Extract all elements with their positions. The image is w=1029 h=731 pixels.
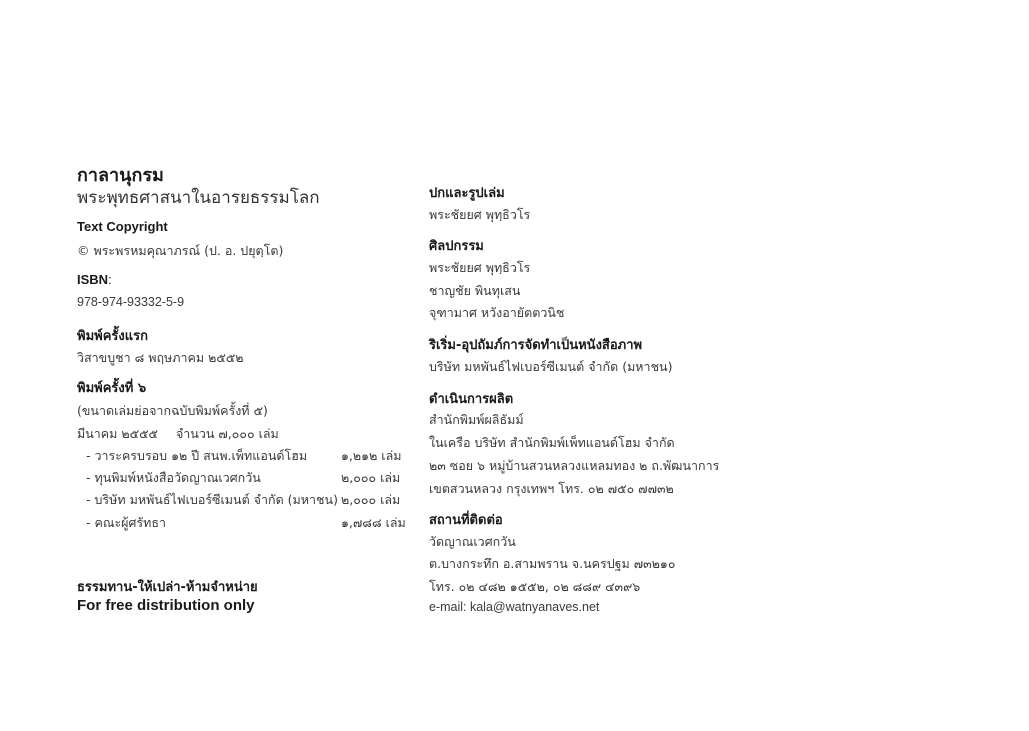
contact-email: e-mail: kala@watnyanaves.net xyxy=(429,600,600,614)
production-line: ๒๓ ซอย ๖ หมู่บ้านสวนหลวงแหลมทอง ๒ ถ.พัฒนาการ xyxy=(429,458,720,473)
isbn-heading xyxy=(77,272,112,287)
production-line: เขตสวนหลวง กรุงเทพฯ โทร. ๐๒ ๗๕๐ ๗๗๓๒ xyxy=(429,481,674,496)
isbn-colon: : xyxy=(108,272,112,287)
initiative-value: บริษัท มหพันธ์ไฟเบอร์ซีเมนต์ จำกัด (มหาชน) xyxy=(429,359,673,374)
book-title: กาลานุกรม xyxy=(77,165,164,186)
distribution-list xyxy=(86,446,416,536)
free-distribution-thai: ธรรมทาน-ให้เปล่า-ห้ามจำหน่าย xyxy=(77,580,258,595)
sixth-print-heading: พิมพ์ครั้งที่ ๖ xyxy=(77,381,147,396)
artwork-credit: ชาญชัย พินทุเสน xyxy=(429,283,521,298)
distribution-qty: ๑,๗๘๘ เล่ม xyxy=(341,515,406,530)
distribution-label: - คณะผู้ศรัทธา xyxy=(86,515,167,530)
first-print-heading: พิมพ์ครั้งแรก xyxy=(77,329,148,344)
initiative-heading: ริเริ่ม-อุปถัมภ์การจัดทำเป็นหนังสือภาพ xyxy=(429,338,643,353)
sixth-print-note: (ขนาดเล่มย่อจากฉบับพิมพ์ครั้งที่ ๕) xyxy=(77,403,268,418)
sixth-print-date-line xyxy=(77,424,279,444)
production-line: สำนักพิมพ์ผลิธัมม์ xyxy=(429,412,524,427)
sixth-print-count: จำนวน ๗,๐๐๐ เล่ม xyxy=(175,426,279,441)
isbn-value: 978-974-93332-5-9 xyxy=(77,295,185,309)
distribution-label: - วาระครบรอบ ๑๒ ปี สนพ.เพ็ทแอนด์โฮม xyxy=(86,448,308,463)
first-print-date: วิสาขบูชา ๘ พฤษภาคม ๒๕๕๒ xyxy=(77,350,244,365)
copyright-heading: Text Copyright xyxy=(77,219,168,234)
cover-design-heading: ปกและรูปเล่ม xyxy=(429,186,505,201)
distribution-qty: ๒,๐๐๐ เล่ม xyxy=(341,492,401,507)
copyright-value: © พระพรหมคุณาภรณ์ (ป. อ. ปยุตฺโต) xyxy=(77,243,284,258)
production-heading: ดำเนินการผลิต xyxy=(429,392,514,407)
distribution-qty: ๒,๐๐๐ เล่ม xyxy=(341,470,401,485)
isbn-label: ISBN xyxy=(77,272,109,287)
distribution-qty: ๑,๒๑๒ เล่ม xyxy=(341,448,402,463)
production-line: ในเครือ บริษัท สำนักพิมพ์เพ็ทแอนด์โฮม จำกัด xyxy=(429,435,675,450)
contact-line: โทร. ๐๒ ๔๘๒ ๑๕๕๒, ๐๒ ๘๘๙ ๔๓๙๖ xyxy=(429,579,641,594)
sixth-print-date: มีนาคม ๒๕๕๕ xyxy=(77,426,158,441)
distribution-label: - บริษัท มหพันธ์ไฟเบอร์ซีเมนต์ จำกัด (มหาชน) xyxy=(86,492,338,507)
cover-design-value: พระชัยยศ พุทฺธิวโร xyxy=(429,207,531,222)
free-distribution-english: For free distribution only xyxy=(77,597,255,614)
distribution-label: - ทุนพิมพ์หนังสือวัดญาณเวศกวัน xyxy=(86,470,261,485)
contact-line: ต.บางกระทึก อ.สามพราน จ.นครปฐม ๗๓๒๑๐ xyxy=(429,556,676,571)
contact-heading: สถานที่ติดต่อ xyxy=(429,513,503,528)
book-subtitle: พระพุทธศาสนาในอารยธรรมโลก xyxy=(77,188,320,208)
artwork-credit: พระชัยยศ พุทฺธิวโร xyxy=(429,260,531,275)
contact-line: วัดญาณเวศกวัน xyxy=(429,534,516,549)
artwork-credit: จุฑามาศ หวังอายัตตวนิช xyxy=(429,305,565,320)
artwork-heading: ศิลปกรรม xyxy=(429,239,484,254)
